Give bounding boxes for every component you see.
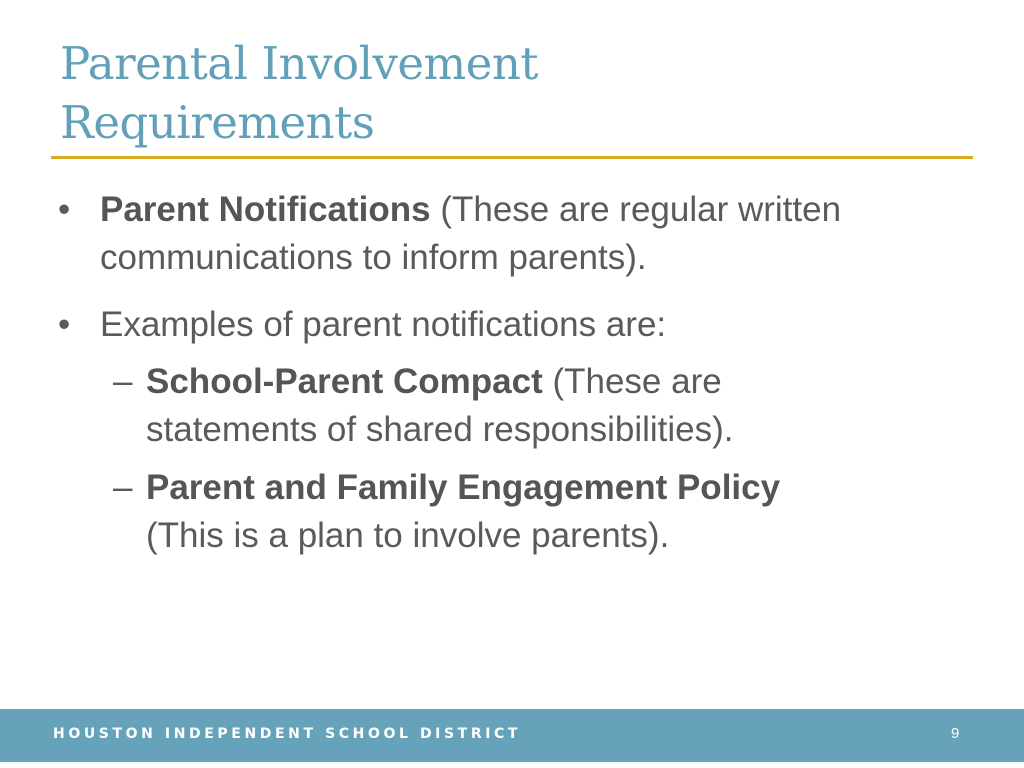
page-number: 9 xyxy=(951,725,960,742)
slide-title-line-2: Requirements xyxy=(60,96,375,149)
dash-icon: – xyxy=(113,468,133,507)
subitem-text-continued: statements of shared responsibilities). xyxy=(146,410,734,449)
bullet-text-continued: communications to inform parents). xyxy=(100,238,647,277)
dash-icon: – xyxy=(113,362,133,401)
subitem-text-continued: (This is a plan to involve parents). xyxy=(146,516,670,555)
slide-title xyxy=(60,34,960,152)
bullet-text: (These are regular written xyxy=(430,190,842,229)
title-divider xyxy=(51,156,973,159)
bullet-text: Examples of parent notifications are: xyxy=(100,305,667,344)
bullet-icon: • xyxy=(58,190,71,229)
subitem-bold-term: Parent and Family Engagement Policy xyxy=(146,468,781,507)
bullet-icon: • xyxy=(58,305,71,344)
subitem-text: (These are xyxy=(542,362,722,401)
slide-title-line-1: Parental Involvement xyxy=(60,37,538,90)
slide-footer xyxy=(0,709,1024,762)
footer-organization: HOUSTON INDEPENDENT SCHOOL DISTRICT xyxy=(53,726,522,742)
subitem-bold-term: School-Parent Compact xyxy=(146,362,543,401)
bullet-bold-term: Parent Notifications xyxy=(100,190,431,229)
